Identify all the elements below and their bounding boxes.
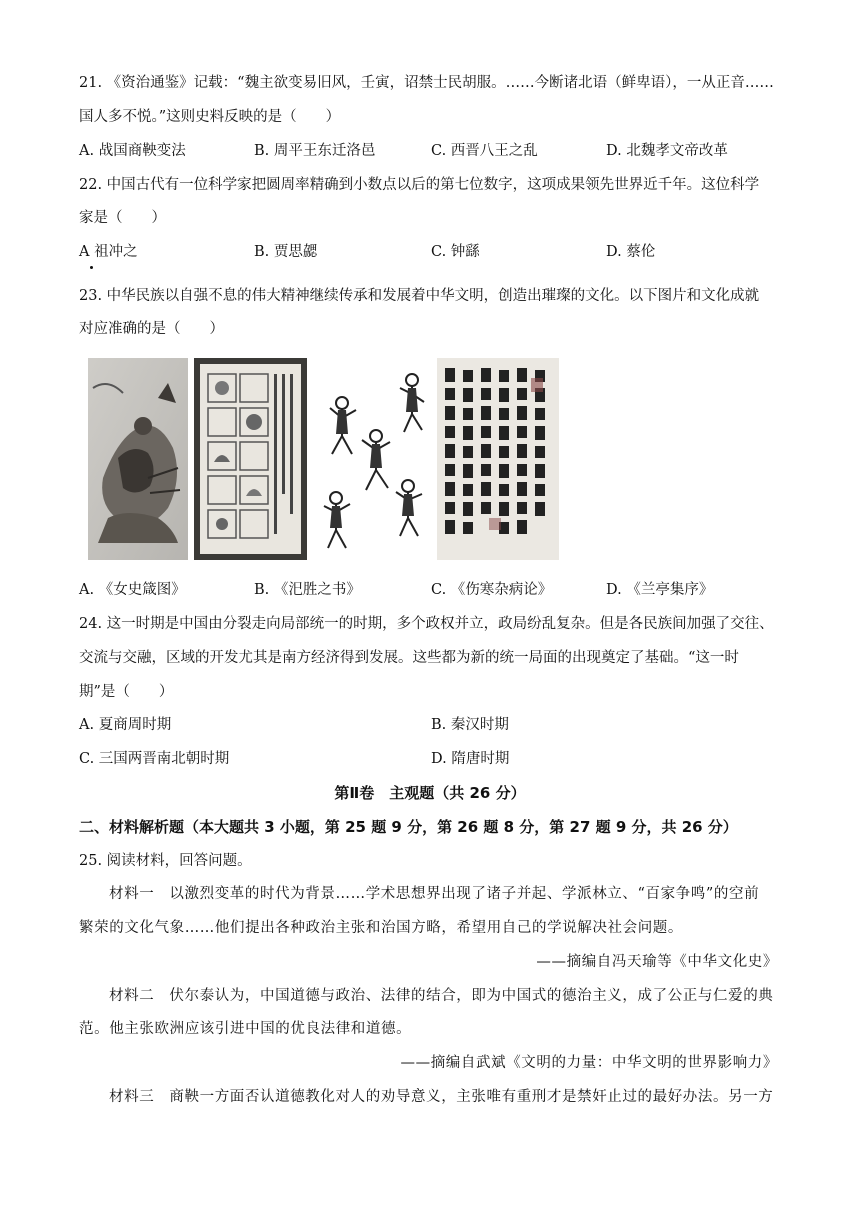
- q22-option-a: A 祖冲之: [79, 244, 138, 260]
- q21-option-a: A. 战国商鞅变法: [79, 143, 186, 159]
- painting-image: [88, 358, 188, 560]
- q25-material2-line1: 材料二 伏尔泰认为，中国道德与政治、法律的结合，即为中国式的德治主义，成了公正与仁爱的典: [109, 988, 774, 1004]
- q25-material1-source: ——摘编自冯天瑜等《中华文化史》: [536, 954, 778, 970]
- q25-material1-line2: 繁荣的文化气象……他们提出各种政治主张和治国方略，希望用自己的学说解决社会问题。: [79, 920, 683, 936]
- q21-stem-line2: 国人多不悦。”这则史料反映的是（ ）: [79, 109, 341, 125]
- q21-stem-line1: 21. 《资治通鉴》记载：“魏主欲变易旧风，壬寅，诏禁士民胡服。……今断诸北语（鲜卑语），一从正音……: [79, 75, 774, 91]
- q24-stem-line3: 期”是（ ）: [79, 684, 174, 700]
- q24-option-a: A. 夏商周时期: [79, 717, 172, 733]
- q24-stem-line2: 交流与交融，区域的开发尤其是南方经济得到发展。这些都为新的统一局面的出现奠定了基础。“这一时: [79, 650, 739, 666]
- q21-option-c: C. 西晋八王之乱: [431, 143, 538, 159]
- q24-stem-line1: 24. 这一时期是中国由分裂走向局部统一的时期，多个政权并立，政局纷乱复杂。但是各民族间加强了交往、: [79, 616, 774, 632]
- q25-material1-line1: 材料一 以激烈变革的时代为背景……学术思想界出现了诸子并起、学派林立、“百家争鸣”的空前: [109, 886, 760, 902]
- q23-option-b: B. 《汜胜之书》: [254, 582, 361, 598]
- five-animal-exercise-image: [312, 358, 434, 560]
- calligraphy-image: [437, 358, 559, 560]
- section-title: 第Ⅱ卷 主观题（共 26 分）: [334, 784, 526, 802]
- q23-option-c: C. 《伤寒杂病论》: [431, 582, 553, 598]
- q22-option-d: D. 蔡伦: [606, 244, 656, 260]
- q23-option-d: D. 《兰亭集序》: [606, 582, 714, 598]
- q22-option-c: C. 钟繇: [431, 244, 480, 260]
- q23-stem-line1: 23. 中华民族以自强不息的伟大精神继续传承和发展着中华文明，创造出璀璨的文化。以下图片和文化成就: [79, 288, 760, 304]
- emphasis-dot: [90, 266, 93, 269]
- q21-option-d: D. 北魏孝文帝改革: [606, 143, 728, 159]
- q25-material2-line2: 范。他主张欧洲应该引进中国的优良法律和道德。: [79, 1021, 412, 1037]
- q24-option-b: B. 秦汉时期: [431, 717, 509, 733]
- q22-stem-line1: 22. 中国古代有一位科学家把圆周率精确到小数点以后的第七位数字，这项成果领先世界近千年。这位科学: [79, 177, 760, 193]
- q24-option-d: D. 隋唐时期: [431, 751, 510, 767]
- q23-stem-line2: 对应准确的是（ ）: [79, 321, 224, 337]
- q25-material3-line1: 材料三 商鞅一方面否认道德教化对人的劝导意义，主张唯有重刑才是禁奸止过的最好办法。另一方: [109, 1089, 774, 1105]
- part-heading: 二、材料解析题（本大题共 3 小题，第 25 题 9 分，第 26 题 8 分，第 27 题 9 分，共 26 分）: [79, 818, 738, 836]
- q24-option-c: C. 三国两晋南北朝时期: [79, 751, 230, 767]
- agriculture-book-image: [194, 358, 307, 560]
- q22-stem-line2: 家是（ ）: [79, 210, 166, 226]
- q23-option-a: A. 《女史箴图》: [79, 582, 186, 598]
- q25-intro: 25. 阅读材料，回答问题。: [79, 853, 252, 869]
- q22-option-b: B. 贾思勰: [254, 244, 318, 260]
- q21-option-b: B. 周平王东迁洛邑: [254, 143, 376, 159]
- q25-material2-source: ——摘编自武斌《文明的力量：中华文明的世界影响力》: [400, 1055, 778, 1071]
